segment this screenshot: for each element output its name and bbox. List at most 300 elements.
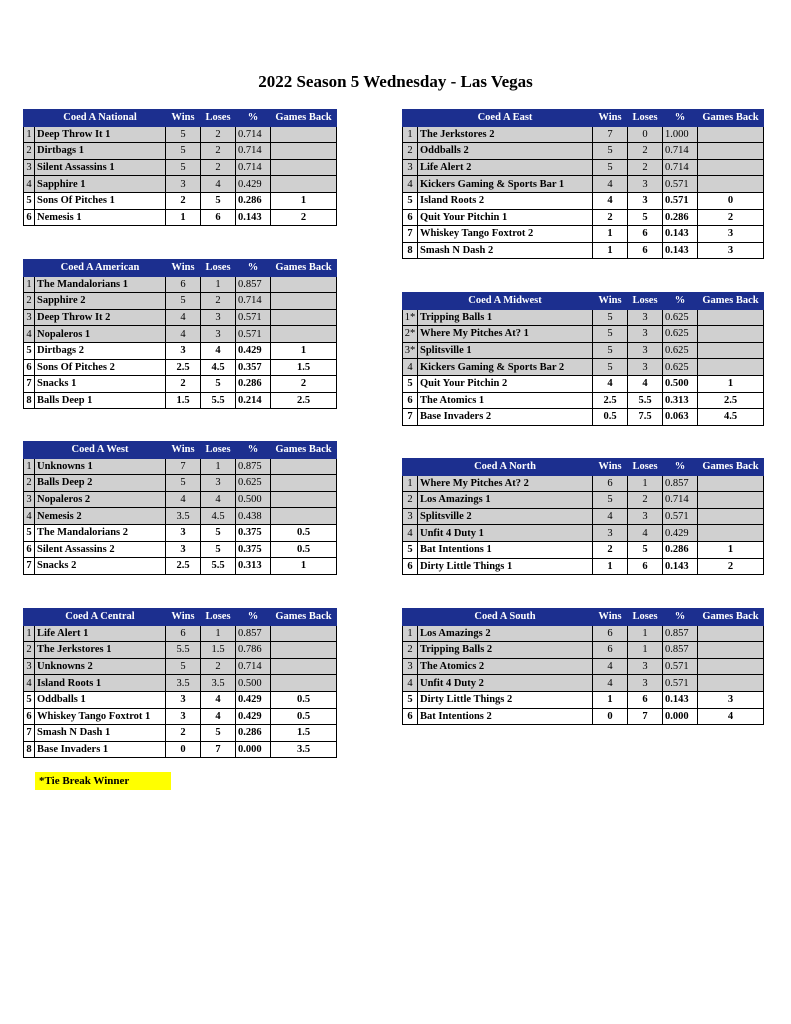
rank-header <box>403 293 418 310</box>
team-row <box>24 209 337 226</box>
pct-cell: 0.714 <box>236 159 271 176</box>
games-back-cell: 0.5 <box>271 541 337 558</box>
wins-header: Wins <box>166 110 201 127</box>
wins-cell: 5 <box>166 126 201 143</box>
wins-cell: 3 <box>166 342 201 359</box>
team-row <box>403 242 764 259</box>
loses-cell: 4 <box>201 342 236 359</box>
loses-cell: 5.5 <box>628 392 663 409</box>
team-row <box>24 708 337 725</box>
games-back-cell <box>698 359 764 376</box>
loses-cell: 2 <box>628 159 663 176</box>
team-row <box>403 226 764 243</box>
wins-cell: 1 <box>593 558 628 575</box>
rank-cell: 2 <box>24 293 35 310</box>
team-row <box>403 625 764 642</box>
rank-cell: 4 <box>24 176 35 193</box>
wins-cell: 1 <box>593 226 628 243</box>
rank-cell: 4 <box>24 675 35 692</box>
team-row <box>403 658 764 675</box>
games-back-cell: 1.5 <box>271 725 337 742</box>
division-table-west <box>23 441 337 575</box>
games-back-cell <box>271 293 337 310</box>
games-back-cell <box>271 309 337 326</box>
wins-header: Wins <box>593 609 628 626</box>
loses-cell: 3 <box>201 326 236 343</box>
wins-cell: 4 <box>166 326 201 343</box>
rank-cell: 3 <box>403 508 418 525</box>
wins-cell: 5 <box>593 359 628 376</box>
pct-header: % <box>236 609 271 626</box>
team-row <box>24 642 337 659</box>
division-name: Coed A National <box>35 110 166 127</box>
loses-cell: 3 <box>201 309 236 326</box>
division-name: Coed A American <box>35 260 166 277</box>
rank-cell: 5 <box>403 192 418 209</box>
loses-cell: 3 <box>628 675 663 692</box>
wins-cell: 4 <box>593 658 628 675</box>
team-row <box>403 541 764 558</box>
wins-cell: 3.5 <box>166 675 201 692</box>
rank-header <box>24 260 35 277</box>
rank-cell: 6 <box>24 708 35 725</box>
loses-header: Loses <box>201 609 236 626</box>
team-name: Snacks 1 <box>35 376 166 393</box>
games-back-cell <box>698 176 764 193</box>
loses-cell: 1 <box>201 276 236 293</box>
pct-cell: 0.143 <box>663 226 698 243</box>
games-back-cell: 1 <box>271 558 337 575</box>
pct-cell: 0.571 <box>663 658 698 675</box>
wins-cell: 1 <box>593 691 628 708</box>
team-row <box>403 675 764 692</box>
rank-cell: 2 <box>403 143 418 160</box>
rank-cell: 1 <box>24 126 35 143</box>
rank-cell: 3 <box>403 159 418 176</box>
loses-cell: 3 <box>628 658 663 675</box>
division-header-row <box>24 260 337 277</box>
rank-header <box>24 110 35 127</box>
wins-cell: 7 <box>593 126 628 143</box>
pct-cell: 0.429 <box>236 342 271 359</box>
team-name: Sons Of Pitches 2 <box>35 359 166 376</box>
loses-cell: 2 <box>201 126 236 143</box>
team-row <box>403 309 764 326</box>
rank-cell: 8 <box>24 741 35 758</box>
loses-cell: 4 <box>201 176 236 193</box>
team-name: Smash N Dash 2 <box>418 242 593 259</box>
pct-cell: 0.286 <box>236 192 271 209</box>
loses-cell: 7 <box>201 741 236 758</box>
wins-cell: 2 <box>593 541 628 558</box>
division-name: Coed A North <box>418 459 593 476</box>
team-name: Nopaleros 2 <box>35 491 166 508</box>
team-name: Bat Intentions 2 <box>418 708 593 725</box>
loses-cell: 5 <box>201 524 236 541</box>
team-row <box>403 143 764 160</box>
team-name: Island Roots 1 <box>35 675 166 692</box>
rank-cell: 2 <box>24 143 35 160</box>
rank-header <box>24 609 35 626</box>
pct-cell: 0.714 <box>663 143 698 160</box>
team-name: The Mandalorians 1 <box>35 276 166 293</box>
team-name: Base Invaders 2 <box>418 409 593 426</box>
loses-cell: 4 <box>201 491 236 508</box>
division-table-american <box>23 259 337 409</box>
rank-cell: 2 <box>24 475 35 492</box>
team-row <box>403 475 764 492</box>
pct-cell: 0.625 <box>663 342 698 359</box>
team-name: Dirty Little Things 1 <box>418 558 593 575</box>
pct-cell: 0.063 <box>663 409 698 426</box>
games-back-cell <box>698 342 764 359</box>
rank-cell: 7 <box>24 376 35 393</box>
loses-cell: 3 <box>628 359 663 376</box>
rank-cell: 2* <box>403 326 418 343</box>
pct-cell: 0.286 <box>663 209 698 226</box>
team-row <box>24 276 337 293</box>
wins-cell: 2 <box>166 192 201 209</box>
team-row <box>24 558 337 575</box>
team-name: Balls Deep 1 <box>35 392 166 409</box>
team-row <box>24 342 337 359</box>
pct-cell: 0.500 <box>236 491 271 508</box>
loses-cell: 3 <box>628 508 663 525</box>
loses-cell: 1 <box>201 458 236 475</box>
team-row <box>24 326 337 343</box>
wins-cell: 3 <box>166 524 201 541</box>
loses-cell: 3 <box>628 342 663 359</box>
wins-cell: 4 <box>593 192 628 209</box>
division-header-row <box>403 293 764 310</box>
pct-cell: 0.313 <box>663 392 698 409</box>
team-name: Balls Deep 2 <box>35 475 166 492</box>
tie-break-note: *Tie Break Winner <box>35 772 171 790</box>
loses-cell: 4 <box>201 708 236 725</box>
games-back-header: Games Back <box>698 609 764 626</box>
wins-cell: 4 <box>166 491 201 508</box>
loses-cell: 7 <box>628 708 663 725</box>
pct-cell: 0.438 <box>236 508 271 525</box>
division-table-midwest <box>402 292 764 426</box>
team-name: Base Invaders 1 <box>35 741 166 758</box>
games-back-cell <box>698 126 764 143</box>
rank-header <box>403 459 418 476</box>
rank-cell: 8 <box>403 242 418 259</box>
games-back-cell <box>271 126 337 143</box>
pct-cell: 0.500 <box>236 675 271 692</box>
games-back-cell: 2 <box>698 558 764 575</box>
wins-header: Wins <box>166 442 201 459</box>
team-name: Where My Pitches At? 2 <box>418 475 593 492</box>
team-row <box>403 492 764 509</box>
pct-cell: 0.857 <box>236 276 271 293</box>
page-title: 2022 Season 5 Wednesday - Las Vegas <box>258 72 533 91</box>
pct-cell: 0.714 <box>663 492 698 509</box>
wins-cell: 2.5 <box>166 359 201 376</box>
games-back-cell: 0 <box>698 192 764 209</box>
team-name: Oddballs 2 <box>418 143 593 160</box>
loses-header: Loses <box>201 442 236 459</box>
games-back-cell <box>271 508 337 525</box>
team-row <box>403 642 764 659</box>
wins-cell: 5 <box>166 475 201 492</box>
wins-header: Wins <box>593 110 628 127</box>
wins-cell: 5 <box>593 309 628 326</box>
loses-cell: 6 <box>628 558 663 575</box>
rank-cell: 1 <box>24 276 35 293</box>
wins-cell: 4 <box>593 176 628 193</box>
team-row <box>403 176 764 193</box>
wins-cell: 0 <box>593 708 628 725</box>
wins-cell: 3 <box>166 541 201 558</box>
team-name: Tripping Balls 2 <box>418 642 593 659</box>
games-back-cell <box>271 625 337 642</box>
team-name: Kickers Gaming & Sports Bar 1 <box>418 176 593 193</box>
team-row <box>24 491 337 508</box>
team-row <box>24 192 337 209</box>
loses-header: Loses <box>201 110 236 127</box>
games-back-cell: 2 <box>271 376 337 393</box>
rank-cell: 4 <box>24 326 35 343</box>
pct-cell: 0.286 <box>663 541 698 558</box>
team-name: Kickers Gaming & Sports Bar 2 <box>418 359 593 376</box>
games-back-cell <box>271 276 337 293</box>
team-row <box>24 508 337 525</box>
games-back-header: Games Back <box>271 609 337 626</box>
rank-cell: 1 <box>403 126 418 143</box>
loses-cell: 4.5 <box>201 508 236 525</box>
team-name: Dirtbags 2 <box>35 342 166 359</box>
loses-cell: 5 <box>628 209 663 226</box>
wins-cell: 3.5 <box>166 508 201 525</box>
rank-cell: 6 <box>24 541 35 558</box>
games-back-header: Games Back <box>698 293 764 310</box>
wins-cell: 2.5 <box>593 392 628 409</box>
team-name: Nemesis 2 <box>35 508 166 525</box>
games-back-cell <box>698 525 764 542</box>
team-name: Life Alert 2 <box>418 159 593 176</box>
team-row <box>24 392 337 409</box>
games-back-cell <box>271 642 337 659</box>
team-row <box>403 209 764 226</box>
team-name: Where My Pitches At? 1 <box>418 326 593 343</box>
loses-cell: 1 <box>628 642 663 659</box>
pct-cell: 0.571 <box>236 326 271 343</box>
team-row <box>403 359 764 376</box>
team-row <box>403 691 764 708</box>
wins-cell: 7 <box>166 458 201 475</box>
games-back-cell <box>271 658 337 675</box>
team-name: Silent Assassins 2 <box>35 541 166 558</box>
games-back-header: Games Back <box>698 110 764 127</box>
pct-cell: 0.143 <box>663 242 698 259</box>
games-back-cell: 4.5 <box>698 409 764 426</box>
wins-header: Wins <box>166 609 201 626</box>
team-row <box>403 126 764 143</box>
rank-cell: 6 <box>24 209 35 226</box>
pct-cell: 0.571 <box>663 176 698 193</box>
team-row <box>24 524 337 541</box>
games-back-cell: 3 <box>698 691 764 708</box>
rank-cell: 1 <box>403 625 418 642</box>
pct-cell: 0.000 <box>236 741 271 758</box>
loses-cell: 3 <box>628 192 663 209</box>
pct-cell: 0.625 <box>663 326 698 343</box>
team-name: Sapphire 1 <box>35 176 166 193</box>
team-name: Nemesis 1 <box>35 209 166 226</box>
pct-header: % <box>663 293 698 310</box>
division-table-south <box>402 608 764 725</box>
pct-cell: 0.429 <box>236 176 271 193</box>
wins-cell: 1 <box>593 242 628 259</box>
wins-cell: 1 <box>166 209 201 226</box>
loses-cell: 5 <box>201 541 236 558</box>
team-row <box>24 675 337 692</box>
wins-cell: 6 <box>166 625 201 642</box>
games-back-cell <box>271 143 337 160</box>
team-row <box>403 525 764 542</box>
team-name: Dirtbags 1 <box>35 143 166 160</box>
loses-header: Loses <box>628 110 663 127</box>
games-back-header: Games Back <box>271 442 337 459</box>
games-back-cell <box>698 642 764 659</box>
rank-cell: 7 <box>24 558 35 575</box>
team-name: Nopaleros 1 <box>35 326 166 343</box>
rank-cell: 6 <box>24 359 35 376</box>
loses-cell: 6 <box>628 226 663 243</box>
loses-cell: 3 <box>201 475 236 492</box>
games-back-cell: 1.5 <box>271 359 337 376</box>
wins-cell: 2 <box>166 725 201 742</box>
team-name: Unknowns 2 <box>35 658 166 675</box>
wins-header: Wins <box>593 459 628 476</box>
division-name: Coed A West <box>35 442 166 459</box>
pct-cell: 0.625 <box>663 309 698 326</box>
rank-cell: 6 <box>403 209 418 226</box>
games-back-cell: 2 <box>698 209 764 226</box>
loses-cell: 2 <box>628 492 663 509</box>
games-back-cell <box>698 625 764 642</box>
rank-cell: 3* <box>403 342 418 359</box>
team-name: Snacks 2 <box>35 558 166 575</box>
team-row <box>403 409 764 426</box>
rank-cell: 3 <box>24 491 35 508</box>
loses-cell: 6 <box>201 209 236 226</box>
rank-cell: 5 <box>403 541 418 558</box>
team-name: Splitsville 1 <box>418 342 593 359</box>
games-back-cell <box>271 475 337 492</box>
rank-cell: 5 <box>24 524 35 541</box>
games-back-cell: 1 <box>698 375 764 392</box>
team-row <box>24 541 337 558</box>
team-row <box>403 558 764 575</box>
loses-cell: 2 <box>201 143 236 160</box>
pct-cell: 0.375 <box>236 524 271 541</box>
games-back-cell: 2 <box>271 209 337 226</box>
pct-cell: 1.000 <box>663 126 698 143</box>
wins-cell: 5 <box>593 159 628 176</box>
team-name: Silent Assassins 1 <box>35 159 166 176</box>
rank-cell: 1* <box>403 309 418 326</box>
team-row <box>24 376 337 393</box>
loses-header: Loses <box>628 609 663 626</box>
loses-cell: 6 <box>628 691 663 708</box>
wins-cell: 5 <box>166 658 201 675</box>
pct-cell: 0.571 <box>663 675 698 692</box>
pct-header: % <box>663 459 698 476</box>
loses-cell: 3 <box>628 326 663 343</box>
pct-cell: 0.429 <box>236 691 271 708</box>
games-back-cell <box>698 326 764 343</box>
rank-cell: 5 <box>403 691 418 708</box>
rank-cell: 5 <box>24 342 35 359</box>
team-name: Splitsville 2 <box>418 508 593 525</box>
rank-cell: 7 <box>24 725 35 742</box>
wins-cell: 0 <box>166 741 201 758</box>
team-row <box>24 143 337 160</box>
wins-cell: 4 <box>593 675 628 692</box>
loses-cell: 2 <box>201 658 236 675</box>
team-name: Los Amazings 2 <box>418 625 593 642</box>
rank-cell: 4 <box>24 508 35 525</box>
pct-cell: 0.143 <box>236 209 271 226</box>
loses-cell: 4 <box>201 691 236 708</box>
rank-cell: 2 <box>24 642 35 659</box>
division-table-central <box>23 608 337 758</box>
wins-cell: 3 <box>166 176 201 193</box>
team-name: Tripping Balls 1 <box>418 309 593 326</box>
team-name: The Jerkstores 1 <box>35 642 166 659</box>
games-back-cell <box>271 159 337 176</box>
loses-cell: 5.5 <box>201 392 236 409</box>
loses-cell: 2 <box>201 159 236 176</box>
wins-cell: 6 <box>593 625 628 642</box>
team-name: Quit Your Pitchin 1 <box>418 209 593 226</box>
pct-cell: 0.214 <box>236 392 271 409</box>
games-back-cell <box>271 458 337 475</box>
games-back-header: Games Back <box>271 260 337 277</box>
rank-cell: 3 <box>24 658 35 675</box>
rank-cell: 1 <box>24 458 35 475</box>
pct-header: % <box>663 609 698 626</box>
games-back-cell <box>698 658 764 675</box>
pct-cell: 0.857 <box>663 642 698 659</box>
wins-cell: 5 <box>166 143 201 160</box>
rank-cell: 3 <box>403 658 418 675</box>
games-back-header: Games Back <box>271 110 337 127</box>
team-row <box>24 625 337 642</box>
wins-cell: 4 <box>593 508 628 525</box>
team-name: The Atomics 1 <box>418 392 593 409</box>
loses-cell: 6 <box>628 242 663 259</box>
team-row <box>24 359 337 376</box>
division-header-row <box>403 609 764 626</box>
team-name: Unfit 4 Duty 1 <box>418 525 593 542</box>
games-back-cell: 2.5 <box>271 392 337 409</box>
pct-cell: 0.357 <box>236 359 271 376</box>
pct-cell: 0.625 <box>236 475 271 492</box>
pct-cell: 0.714 <box>663 159 698 176</box>
games-back-cell <box>698 492 764 509</box>
games-back-cell <box>698 475 764 492</box>
games-back-cell: 1 <box>698 541 764 558</box>
loses-cell: 5 <box>201 725 236 742</box>
games-back-cell <box>698 508 764 525</box>
team-row <box>403 708 764 725</box>
wins-header: Wins <box>593 293 628 310</box>
loses-header: Loses <box>201 260 236 277</box>
